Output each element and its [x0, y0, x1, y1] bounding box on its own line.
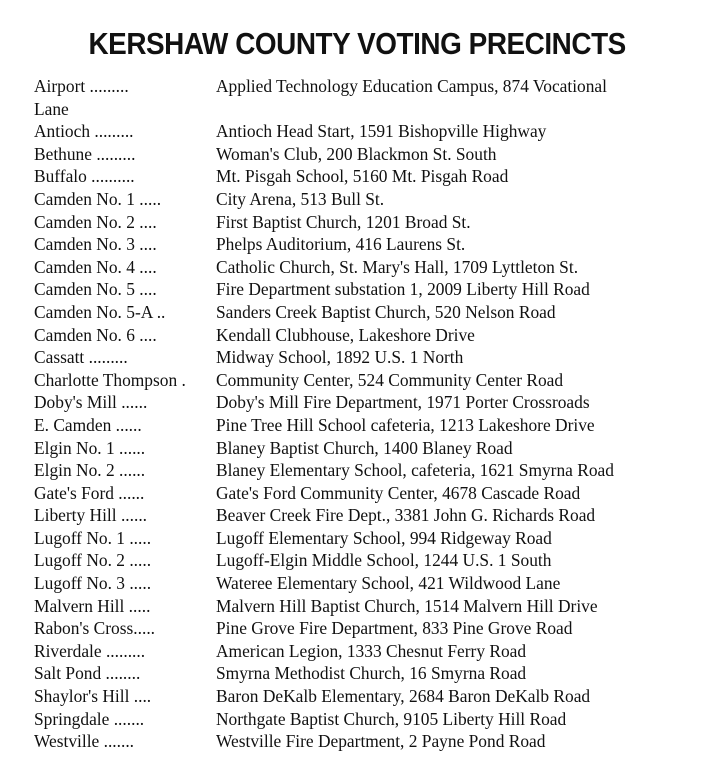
precinct-name-cell: [34, 369, 216, 392]
precinct-name-cell: [34, 730, 216, 753]
polling-location: Sanders Creek Baptist Church, 520 Nelson Road: [216, 301, 556, 322]
dot-leader: ......: [113, 482, 145, 503]
precinct-name-cell: [34, 391, 216, 414]
precinct-name-cell: [34, 278, 216, 301]
dot-leader: ....: [134, 324, 157, 345]
precinct-name: Camden No. 5: [34, 279, 135, 300]
polling-location: Lugoff Elementary School, 994 Ridgeway Road: [216, 527, 552, 548]
precinct-name: Liberty Hill: [34, 505, 117, 526]
dot-leader: ....: [134, 256, 157, 277]
precinct-name: Elgin No. 1: [34, 437, 115, 458]
polling-location: Blaney Elementary School, cafeteria, 1621 Smyrna Road: [216, 460, 614, 481]
precinct-row: [34, 504, 706, 527]
polling-location: Lugoff-Elgin Middle School, 1244 U.S. 1 South: [216, 550, 552, 571]
dot-leader: ......: [114, 460, 146, 481]
precinct-row: [34, 459, 706, 482]
precinct-name: Camden No. 3: [34, 234, 135, 255]
polling-location: City Arena, 513 Bull St.: [216, 188, 385, 209]
precinct-row: [34, 662, 706, 685]
precinct-row: [34, 437, 706, 460]
precinct-name: Rabon's Cross: [34, 618, 134, 639]
precinct-name-cell: [34, 685, 216, 708]
precinct-row: [34, 120, 706, 143]
precinct-name-cell: [34, 459, 216, 482]
dot-leader: .........: [84, 347, 128, 368]
dot-leader: .........: [85, 76, 129, 96]
precinct-name: Lugoff No. 2: [34, 550, 125, 571]
dot-leader: ....: [134, 279, 157, 300]
precinct-name-cell: [34, 662, 216, 685]
precinct-row: [34, 527, 706, 550]
precinct-name: Lugoff No. 1: [34, 527, 125, 548]
precinct-name-cell: [34, 504, 216, 527]
polling-location: Malvern Hill Baptist Church, 1514 Malvern Hill Drive: [216, 595, 598, 616]
precinct-name-cell: [34, 233, 216, 256]
precinct-row: [34, 391, 706, 414]
precinct-name-cell: [34, 708, 216, 731]
polling-location: Midway School, 1892 U.S. 1 North: [216, 347, 464, 368]
precinct-row: [34, 549, 706, 572]
precinct-name: Shaylor's Hill: [34, 686, 130, 707]
precinct-name: Springdale: [34, 708, 110, 729]
precinct-name-cell: [34, 256, 216, 279]
polling-location: Beaver Creek Fire Dept., 3381 John G. Richards Road: [216, 505, 596, 526]
precinct-name: Doby's Mill: [34, 392, 117, 413]
precinct-row: [34, 75, 706, 98]
precinct-name-cell: [34, 143, 216, 166]
precinct-row: [34, 414, 706, 437]
polling-location: Woman's Club, 200 Blackmon St. South: [216, 143, 497, 164]
precinct-name: Airport: [34, 76, 86, 96]
precinct-name: Westville: [34, 731, 100, 752]
precinct-name-cell: [34, 640, 216, 663]
polling-location: Blaney Baptist Church, 1400 Blaney Road: [216, 437, 513, 458]
page-title: KERSHAW COUNTY VOTING PRECINCTS: [88, 26, 626, 61]
precinct-name-cell: [34, 482, 216, 505]
dot-leader: ....: [129, 686, 152, 707]
precinct-name: Cassatt: [34, 347, 85, 368]
polling-location: First Baptist Church, 1201 Broad St.: [216, 211, 471, 232]
dot-leader: .........: [90, 121, 134, 142]
precinct-row: [34, 730, 706, 753]
polling-location: Mt. Pisgah School, 5160 Mt. Pisgah Road: [216, 166, 509, 187]
precinct-name-cell: [34, 414, 216, 437]
dot-leader: .........: [91, 143, 136, 164]
precinct-row: [34, 685, 706, 708]
precinct-name: Salt Pond: [34, 663, 102, 684]
dot-leader: ......: [114, 437, 146, 458]
precinct-name: Camden No. 2: [34, 211, 135, 232]
precinct-row: [34, 256, 706, 279]
precinct-name: Elgin No. 2: [34, 460, 115, 481]
polling-location: Kendall Clubhouse, Lakeshore Drive: [216, 324, 475, 345]
dot-leader: .....: [134, 188, 162, 209]
precinct-name-cell: [34, 211, 216, 234]
precinct-row: [34, 572, 706, 595]
precinct-name: Camden No. 1: [34, 188, 135, 209]
precinct-row: [34, 708, 706, 731]
dot-leader: ....: [134, 211, 157, 232]
dot-leader: ........: [101, 663, 141, 684]
precinct-row: [34, 595, 706, 618]
precinct-row: [34, 211, 706, 234]
precinct-row: [34, 165, 706, 188]
polling-location: Smyrna Methodist Church, 16 Smyrna Road: [216, 663, 527, 684]
polling-location-continuation: Lane: [34, 98, 69, 119]
dot-leader: .....: [124, 573, 152, 594]
dot-leader: .........: [101, 640, 146, 661]
precinct-name: Lugoff No. 3: [34, 573, 125, 594]
polling-location: Fire Department substation 1, 2009 Liberty Hill Road: [216, 279, 590, 300]
precinct-name-cell: [34, 595, 216, 618]
precinct-name-cell: [34, 549, 216, 572]
precinct-name: Buffalo: [34, 166, 87, 187]
polling-location: Pine Grove Fire Department, 833 Pine Grove Road: [216, 618, 573, 639]
polling-location: Wateree Elementary School, 421 Wildwood Lane: [216, 573, 561, 594]
precinct-name-cell: [34, 572, 216, 595]
precinct-row: [34, 369, 706, 392]
polling-location: Baron DeKalb Elementary, 2684 Baron DeKalb Road: [216, 686, 591, 707]
dot-leader: ......: [111, 414, 142, 435]
precinct-row: [34, 188, 706, 211]
precinct-row: [34, 346, 706, 369]
precinct-name: Antioch: [34, 121, 91, 142]
dot-leader: .....: [124, 527, 152, 548]
precinct-row: [34, 233, 706, 256]
polling-location: Catholic Church, St. Mary's Hall, 1709 Lyttleton St.: [216, 256, 579, 277]
dot-leader: ..........: [86, 166, 135, 187]
polling-location: Pine Tree Hill School cafeteria, 1213 Lakeshore Drive: [216, 414, 595, 435]
precinct-row: [34, 482, 706, 505]
precinct-list: [34, 75, 706, 753]
polling-location: Phelps Auditorium, 416 Laurens St.: [216, 234, 466, 255]
precinct-name-cell: [34, 324, 216, 347]
precinct-name-cell: [34, 437, 216, 460]
dot-leader: .: [177, 369, 186, 390]
polling-location: American Legion, 1333 Chesnut Ferry Road: [216, 640, 527, 661]
polling-location: Doby's Mill Fire Department, 1971 Porter Crossroads: [216, 392, 590, 413]
precinct-name: Camden No. 6: [34, 324, 135, 345]
precinct-name: Camden No. 4: [34, 256, 135, 277]
precinct-row: [34, 324, 706, 347]
precinct-name: Bethune: [34, 143, 92, 164]
precinct-name-cell: [34, 165, 216, 188]
precinct-name-cell: [34, 301, 216, 324]
precinct-row: [34, 640, 706, 663]
polling-location: Northgate Baptist Church, 9105 Liberty Hill Road: [216, 708, 567, 729]
polling-location: Applied Technology Education Campus, 874 Vocational: [216, 76, 607, 96]
precinct-name-cell: [34, 617, 216, 640]
dot-leader: .....: [133, 618, 156, 639]
precinct-name-cell: [34, 75, 216, 98]
polling-location: Antioch Head Start, 1591 Bishopville Highway: [216, 121, 547, 142]
precinct-name-cell: [34, 120, 216, 143]
precinct-row: [34, 143, 706, 166]
precinct-name: Malvern Hill: [34, 595, 125, 616]
polling-location: Community Center, 524 Community Center Road: [216, 369, 564, 390]
polling-location: Westville Fire Department, 2 Payne Pond Road: [216, 731, 546, 752]
dot-leader: ......: [116, 505, 148, 526]
precinct-name-cell: [34, 188, 216, 211]
dot-leader: .......: [99, 731, 135, 752]
precinct-name: Charlotte Thompson: [34, 369, 178, 390]
dot-leader: ....: [134, 234, 157, 255]
precinct-name-cell: [34, 527, 216, 550]
dot-leader: ......: [116, 392, 148, 413]
precinct-name-cell: [34, 346, 216, 369]
dot-leader: .......: [109, 708, 145, 729]
precinct-row: [34, 278, 706, 301]
polling-location: Gate's Ford Community Center, 4678 Cascade Road: [216, 482, 581, 503]
precinct-name: Camden No. 5-A: [34, 301, 153, 322]
precinct-name: E. Camden: [34, 414, 112, 435]
dot-leader: ..: [152, 301, 166, 322]
dot-leader: .....: [124, 595, 151, 616]
precinct-row: [34, 301, 706, 324]
precinct-name: Riverdale: [34, 640, 102, 661]
precinct-row: [34, 617, 706, 640]
dot-leader: .....: [124, 550, 152, 571]
precinct-name: Gate's Ford: [34, 482, 114, 503]
